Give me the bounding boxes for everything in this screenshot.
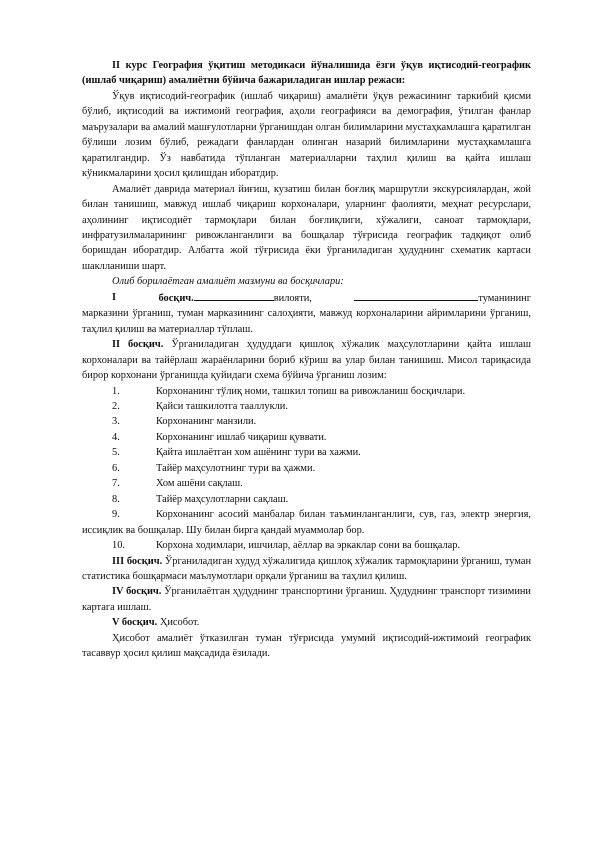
list-number: 2. [112,400,120,412]
list-number: 7. [112,478,120,490]
stage-5-text: Ҳисобот. [157,617,200,629]
stage-1-word-group [158,290,311,306]
stage-1-tuman-group [354,290,531,306]
stage-1-label: I [112,291,117,303]
document-page [82,58,531,662]
list-item [82,507,531,538]
stage-5-paragraph [82,615,531,630]
stage-1-word: босқич. [158,292,194,304]
list-number: 5. [112,447,120,459]
stage-1-line [82,290,531,306]
list-item [82,492,531,507]
list-text: Қайта ишлаётган хом ашёнинг тури ва хажми. [156,447,361,459]
district-blank [354,290,478,301]
list-item [82,414,531,429]
list-number: 1. [112,385,120,397]
stage-2-label: II босқич. [112,339,164,351]
list-text: Корхонанинг асосий манбалар билан таъминланганлиги, сув, газ, электр энергия, иссиқлик ва бошқалар. Шу билан бирга қандай муаммолар бор. [82,509,531,536]
list-text: Тайёр маҳсулотнинг тури ва ҳажми. [156,462,316,474]
stage-3-label: III босқич. [112,555,163,567]
stage-2-paragraph [82,337,531,383]
stage-3-text: Ўрганиладиган худуд хўжалигида қишлоқ хўжалик тармоқларини ўрганиш, туман статистика бошқармаси маълумотлари орқали ўрганиш ва таҳлил қилиш. [82,555,532,582]
intro-paragraph-1: Ўқув иқтисодий-географик (ишлаб чиқариш) амалиёти ўқув режасининг таркибий қисми бўлиб, иқтисодий ва ижтимоий география, аҳоли географияси ва демография, ўтилган фанлар маърузалари ва амалий машғулотларни ўрганишдан олган билимларини мустаҳкамлашга қаратилган бўлиши лозим бўлиб, режадаги фанлардан олинган назарий билимларини мустаҳкамлашга қаратилгандир. Ўз навбатида тўпланган материалларни таҳлил қилиш ва қайта ишлаш кўникмаларини ҳосил қилишдан иборатдир. [82,90,531,180]
list-number: 4. [112,431,120,443]
final-paragraph: Ҳисобот амалиёт ўтказилган туман тўғрисида умумий иқтисодий-ижтимоий географик тасаввур ҳосил қилиш мақсадида ёзилади. [82,632,531,660]
region-blank [194,290,274,301]
document-title: II курс География ўқитиш методикаси йўналишида ёзги ўқув иқтисодий-географик (ишлаб чиқариш) амалиётни бўйича бажариладиган ишлар режаси: [82,60,531,87]
list-text: Корхона ходимлари, ишчилар, аёллар ва эркаклар сони ва бошқалар. [156,540,461,552]
list-item [82,461,531,476]
stage-1-viloyat: вилояти, [273,292,312,304]
list-number: 3. [112,416,120,428]
intro-paragraph-2: Амалиёт даврида материал йиғиш, кузатиш билан боғлиқ маршрутли экскурсиялардан, жой билан танишиш, мавжуд ишлаб чиқариш корхоналари, уларнинг фаолияти, меҳнат ресурслари, аҳолининг иқтисодиёт тармоқлари билан боғлиқлиги, хўжалиги, саноат тармоқлари, инфратузилмаларининг ривожланганлиги ва бошқалар тўғрисида географик тадқиқот олиб боришдан иборатдир. Албатта жой тўғрисида ёки ўрганиладиган ҳудуднинг схематик картаси шаклланиши шарт. [82,183,531,272]
list-item [82,538,531,553]
list-text: Қайси ташкилотга тааллукли. [156,400,288,412]
list-item [82,399,531,414]
stage-1-tuman: туманининг [478,292,531,304]
list-item [82,445,531,460]
stage-4-text: Ўрганилаётган ҳудуднинг транспортини ўрганиш. Ҳудуднинг транспорт тизимини картага ишлаш. [82,586,531,613]
stage-5-label: V босқич. [112,617,158,629]
list-text: Тайёр маҳсулотларни сақлаш. [156,493,289,505]
list-text: Хом ашёни сақлаш. [156,478,243,490]
list-number: 9. [112,509,120,521]
list-text: Корхонанинг манзили. [156,416,257,428]
list-text: Корхонанинг тўлиқ номи, ташкил топиш ва ривожланиш босқичлари. [156,385,466,397]
stage-4-paragraph [82,584,531,615]
list-item [82,384,531,399]
stage-1-text: марказини ўрганиш, туман марказининг салоҳияти, мавжуд корхоналарини айримларини ўрганиш, таҳлил қилиш ва материаллар тўплаш. [82,308,531,335]
enterprise-steps-list [82,384,531,554]
stage-3-paragraph [82,554,531,585]
stage-4-label: IV босқич. [112,586,162,598]
stage-2-text: Ўрганиладиган ҳудуддаги қишлоқ хўжалик маҳсулотларини қайта ишлаш корхоналари ва тайёрлаш жараёнларини бориб кўриш ва улар билан танишиш. Мисол тариқасида бирор корхонани ўрганишда қуйидаги схема бўйича ўрганиш лозим: [82,339,531,382]
list-number: 8. [112,493,120,505]
list-number: 10. [112,540,125,552]
list-item [82,430,531,445]
list-item [82,476,531,491]
list-text: Корхонанинг ишлаб чиқариш қуввати. [156,431,327,443]
list-number: 6. [112,462,120,474]
section-heading: Олиб борилаётган амалиёт мазмуни ва босқичлари: [112,276,344,288]
